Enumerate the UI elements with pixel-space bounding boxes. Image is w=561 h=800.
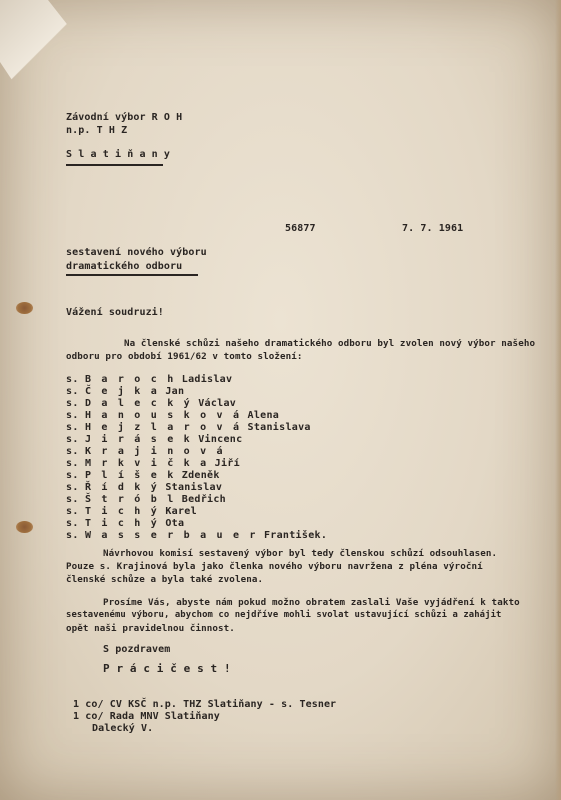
member-row: s. B a r o c h Ladislav <box>66 374 233 385</box>
para2-line-2: Pouze s. Krajinová byla jako členka nového výboru navržena z pléna výroční <box>66 561 483 572</box>
member-row: s. J i r á s e k Vincenc <box>66 434 243 445</box>
member-row: s. W a s s e r b a u e r František. <box>66 530 328 541</box>
subject-line-1: sestavení nového výboru <box>66 247 207 258</box>
letter-date: 7. 7. 1961 <box>402 223 464 234</box>
subject-underline <box>66 274 198 276</box>
paper-edge <box>555 0 561 800</box>
member-row: s. P l í š e k Zdeněk <box>66 470 220 481</box>
member-row: s. Š t r ó b l Bedřich <box>66 494 226 505</box>
copy-line-2: 1 co/ Rada MNV Slatiňany <box>73 711 220 722</box>
member-row: s. D a l e c k ý Václav <box>66 398 237 409</box>
salutation: Vážení soudruzi! <box>66 307 164 318</box>
para3-line-3: opět naši pravidelnou činnost. <box>66 623 235 634</box>
folded-corner <box>0 0 70 80</box>
member-row: s. Č e j k a Jan <box>66 386 185 397</box>
copy-line-1: 1 co/ CV KSČ n.p. THZ Slatiňany - s. Tesner <box>73 699 337 710</box>
committee-line: Závodní výbor R O H <box>66 112 183 123</box>
member-row: s. T i c h ý Ota <box>66 518 185 529</box>
subject-line-2: dramatického odboru <box>66 261 183 272</box>
punch-hole-top <box>16 302 33 314</box>
punch-hole-bottom <box>16 521 33 533</box>
member-row: s. H a n o u s k o v á Alena <box>66 410 280 421</box>
member-row: s. M r k v i č k a Jiří <box>66 458 240 469</box>
closing: S pozdravem <box>103 644 171 655</box>
city-heading: S l a t i ň a n y <box>66 149 171 160</box>
para3-line-2: sestavenému výboru, abychom co nejdříve mohli svolat ustavující schůzi a zahájit <box>66 610 502 620</box>
member-row: s. Ř í d k ý Stanislav <box>66 482 223 493</box>
para2-line-3: členské schůze a byla také zvolena. <box>66 574 264 585</box>
motto: P r á c i č e s t ! <box>103 662 231 675</box>
company-line: n.p. T H Z <box>66 125 128 136</box>
member-row: s. K r a j i n o v á <box>66 446 225 457</box>
intro-line-2: odboru pro období 1961/62 v tomto složení: <box>66 351 303 362</box>
member-row: s. T i c h ý Karel <box>66 506 197 517</box>
para2-line-1: Návrhovou komisí sestavený výbor byl tedy členskou schůzí odsouhlasen. <box>103 548 498 559</box>
para3-line-1: Prosíme Vás, abyste nám pokud možno obratem zaslali Vaše vyjádření k takto <box>103 597 520 608</box>
reference-number: 56877 <box>285 223 316 234</box>
member-row: s. H e j z l a r o v á Stanislava <box>66 422 311 433</box>
city-underline <box>66 164 163 166</box>
intro-line-1: Na členské schůzi našeho dramatického odboru byl zvolen nový výbor našeho <box>124 338 536 349</box>
copy-line-3: Dalecký V. <box>92 723 154 734</box>
